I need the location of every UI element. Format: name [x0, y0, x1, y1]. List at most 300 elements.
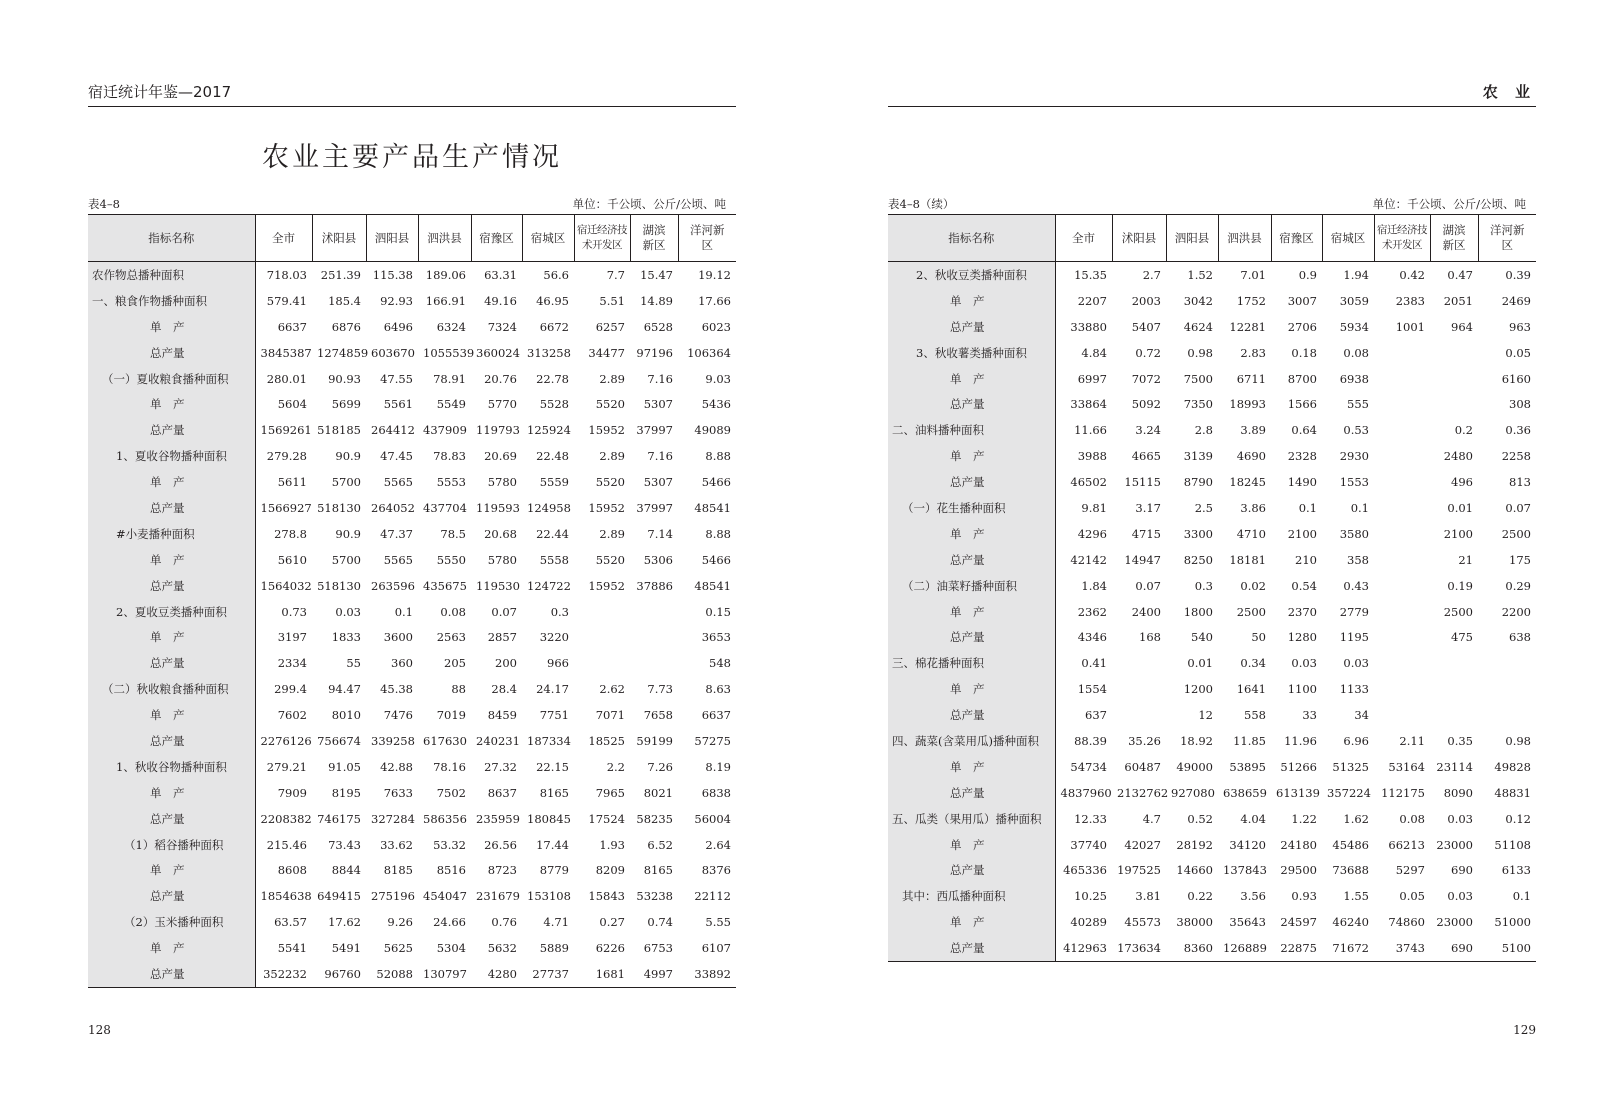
table-cell: 8779 [539, 863, 569, 878]
table-cell: 51000 [1494, 915, 1531, 930]
table-row [888, 469, 1536, 495]
table-cell: 91.05 [328, 759, 361, 774]
table-cell: 12281 [1229, 319, 1266, 334]
column-header: 宿迁经济技术开发区 [574, 215, 630, 262]
table-cell: 33864 [1070, 397, 1107, 412]
table-cell: 2930 [1339, 449, 1369, 464]
table-cell: 12.33 [1074, 811, 1107, 826]
table-cell: 15952 [588, 578, 625, 593]
row-label: 2、夏收豆类播种面积 [88, 599, 255, 625]
table-row [888, 495, 1536, 521]
table-cell: 1001 [1395, 319, 1425, 334]
table-cell: 0.52 [1187, 811, 1213, 826]
table-cell: 24597 [1280, 915, 1317, 930]
table-row [888, 340, 1536, 366]
table-cell: 10.25 [1074, 889, 1107, 904]
table-row [888, 288, 1536, 314]
table-cell [1374, 340, 1430, 366]
table-cell: 18525 [588, 733, 625, 748]
table-cell: 14947 [1124, 552, 1161, 567]
table-cell: 358 [1347, 552, 1369, 567]
table-cell: 558 [1244, 708, 1266, 723]
table-cell [574, 650, 630, 676]
table-cell: 5780 [487, 552, 517, 567]
table-row [88, 754, 736, 780]
table-cell: 8209 [595, 863, 625, 878]
row-label: 总产量 [88, 961, 255, 987]
table-cell: 66213 [1388, 837, 1425, 852]
table-cell: 0.03 [1447, 889, 1473, 904]
table-cell: 115.38 [372, 267, 413, 282]
table-cell [630, 650, 678, 676]
table-cell [1112, 650, 1166, 676]
table-cell [574, 624, 630, 650]
table-cell: 2328 [1287, 449, 1317, 464]
table-cell: 0.22 [1187, 889, 1213, 904]
table-cell: 6324 [436, 319, 466, 334]
table-cell: 0.03 [335, 604, 361, 619]
table-cell: 97196 [636, 345, 673, 360]
table-cell: 8165 [539, 785, 569, 800]
table-cell: 60487 [1124, 759, 1161, 774]
table-cell: 1.22 [1291, 811, 1317, 826]
row-label: 单 产 [888, 443, 1055, 469]
row-label: 一、粮食作物播种面积 [88, 288, 255, 314]
table-cell: 15952 [588, 500, 625, 515]
table-cell: 5632 [487, 941, 517, 956]
row-label: 总产量 [88, 728, 255, 754]
table-cell: 6107 [701, 941, 731, 956]
table-cell: 2779 [1339, 604, 1369, 619]
table-cell: 2.64 [705, 837, 731, 852]
table-cell: 5700 [331, 475, 361, 490]
table-cell: 1.94 [1343, 267, 1369, 282]
table-cell: 50 [1251, 630, 1266, 645]
table-cell: 6528 [643, 319, 673, 334]
table-cell: 0.01 [1187, 656, 1213, 671]
table-cell: 5610 [277, 552, 307, 567]
table-cell: 6753 [643, 941, 673, 956]
table-cell: 586356 [423, 811, 467, 826]
table-cell: 46502 [1070, 475, 1107, 490]
table-cell: 73688 [1332, 863, 1369, 878]
table-cell: 279.28 [266, 449, 307, 464]
table-row [888, 857, 1536, 883]
table-cell: 19.12 [698, 267, 731, 282]
table-cell: 5559 [539, 475, 569, 490]
table-cell: 327284 [371, 811, 415, 826]
table-cell: 1133 [1339, 682, 1369, 697]
table-cell: 6637 [701, 708, 731, 723]
table-cell: 454047 [423, 889, 467, 904]
table-cell: 5520 [595, 397, 625, 412]
table-cell: 1566927 [260, 500, 312, 515]
table-cell: 352232 [255, 961, 312, 987]
table-cell [1374, 676, 1430, 702]
table-cell: 1200 [1183, 682, 1213, 697]
row-label: 单 产 [888, 909, 1055, 935]
table-cell: 0.42 [1399, 267, 1425, 282]
table-cell: 0.08 [1343, 345, 1369, 360]
table-cell: 718.03 [266, 267, 307, 282]
table-cell: 168 [1139, 630, 1161, 645]
table-cell: 18181 [1229, 552, 1266, 567]
table-cell: 0.19 [1447, 578, 1473, 593]
row-label: 单 产 [88, 391, 255, 417]
table-cell: 3845387 [260, 345, 312, 360]
table-cell: 3007 [1287, 293, 1317, 308]
table-cell: 1566 [1287, 397, 1317, 412]
table-cell: 88.39 [1074, 733, 1107, 748]
row-label: 单 产 [888, 754, 1055, 780]
table-cell: 2100 [1443, 526, 1473, 541]
running-head-title: 宿迁统计年鉴—2017 [88, 83, 232, 101]
row-label: 单 产 [888, 521, 1055, 547]
table-row [888, 650, 1536, 676]
table-cell: 5.55 [705, 915, 731, 930]
table-cell: 53238 [636, 889, 673, 904]
table-cell: 125924 [527, 423, 571, 438]
table-cell: 2.83 [1240, 345, 1266, 360]
table-cell: 47.37 [380, 526, 413, 541]
table-cell: 540 [1191, 630, 1213, 645]
table-cell: 2.5 [1194, 500, 1213, 515]
table-cell: 15843 [588, 889, 625, 904]
table-cell: 5611 [277, 475, 307, 490]
table-cell: 54734 [1070, 759, 1107, 774]
table-cell: 437909 [423, 423, 467, 438]
table-cell: 0.08 [1399, 811, 1425, 826]
row-label: （二）油菜籽播种面积 [888, 573, 1055, 599]
table-cell [1374, 624, 1430, 650]
running-head [88, 82, 736, 107]
row-label: 总产量 [888, 314, 1055, 340]
table-cell: 3220 [539, 630, 569, 645]
table-cell: 360024 [476, 345, 520, 360]
table-cell [1430, 340, 1478, 366]
row-label: （2）玉米播种面积 [88, 909, 255, 935]
table-cell: 175 [1509, 552, 1531, 567]
table-cell: 29500 [1280, 863, 1317, 878]
table-cell: 124722 [527, 578, 571, 593]
table-cell: 9.81 [1081, 500, 1107, 515]
table-cell: 264412 [371, 423, 415, 438]
table-cell: 2200 [1501, 604, 1531, 619]
table-row [88, 806, 736, 832]
table-cell: 8165 [643, 863, 673, 878]
table-cell: 14.89 [640, 293, 673, 308]
table-cell: 0.1 [1298, 500, 1317, 515]
table-cell: 0.76 [491, 915, 517, 930]
table-cell: 8376 [701, 863, 731, 878]
table-cell [1430, 366, 1478, 392]
table-cell: 22.44 [536, 526, 569, 541]
row-label: 单 产 [888, 676, 1055, 702]
table-cell: 3.17 [1135, 500, 1161, 515]
row-label: 三、棉花播种面积 [888, 650, 1055, 676]
row-label: 总产量 [888, 391, 1055, 417]
table-cell: 2857 [487, 630, 517, 645]
table-cell: 24.17 [536, 682, 569, 697]
table-cell: 0.53 [1343, 423, 1369, 438]
table-row [888, 702, 1536, 728]
table-cell: 8185 [383, 863, 413, 878]
table-cell: 0.36 [1505, 423, 1531, 438]
table-cell: 42027 [1124, 837, 1161, 852]
table-cell: 6023 [701, 319, 731, 334]
table-row [888, 391, 1536, 417]
table-cell: 5307 [643, 397, 673, 412]
table-cell: 5889 [539, 941, 569, 956]
table-cell: 690 [1451, 863, 1473, 878]
row-label: （1）稻谷播种面积 [88, 832, 255, 858]
table-cell: 37886 [636, 578, 673, 593]
table-cell: 7602 [277, 708, 307, 723]
table-cell: 0.1 [1512, 889, 1531, 904]
table-row [888, 676, 1536, 702]
table-cell: 2.62 [599, 682, 625, 697]
table-cell: 0.05 [1505, 345, 1531, 360]
table-cell: 33880 [1070, 319, 1107, 334]
table-cell: 251.39 [320, 267, 361, 282]
table-cell: 8516 [436, 863, 466, 878]
table-row [888, 599, 1536, 625]
table-cell: 8021 [643, 785, 673, 800]
table-cell: 197525 [1117, 863, 1161, 878]
column-header: 泗洪县 [418, 215, 471, 262]
column-header: 泗阳县 [1166, 215, 1218, 262]
table-cell: 0.12 [1505, 811, 1531, 826]
table-cell: 17.44 [536, 837, 569, 852]
table-cell: 5304 [436, 941, 466, 956]
row-label: 农作物总播种面积 [88, 262, 255, 288]
table-cell: 0.03 [1447, 811, 1473, 826]
table-cell: 1641 [1236, 682, 1266, 697]
row-label: 2、秋收豆类播种面积 [888, 262, 1055, 288]
table-cell: 4997 [630, 961, 678, 987]
table-cell: 617630 [423, 733, 467, 748]
column-header: 洋河新区 [1478, 215, 1536, 262]
table-cell: 49.16 [484, 293, 517, 308]
running-head-section: 农 业 [1482, 83, 1536, 101]
table-cell: 339258 [371, 733, 415, 748]
table-cell: 7.16 [647, 371, 673, 386]
table-cell: 5297 [1395, 863, 1425, 878]
table-cell [1430, 650, 1478, 676]
table-cell: 2132762 [1117, 785, 1169, 800]
table-cell: 475 [1451, 630, 1473, 645]
row-label: 3、秋收薯类播种面积 [888, 340, 1055, 366]
table-cell: 22112 [694, 889, 731, 904]
table-cell: 112175 [1381, 785, 1425, 800]
table-cell: 690 [1430, 935, 1478, 961]
table-cell: 4296 [1077, 526, 1107, 541]
table-cell: 9.03 [705, 371, 731, 386]
table-cell: 2208382 [260, 811, 312, 826]
row-label: #小麦播种面积 [88, 521, 255, 547]
table-cell: 5625 [383, 941, 413, 956]
table-cell: 9.26 [387, 915, 413, 930]
table-cell: 964 [1451, 319, 1473, 334]
table-cell: 7633 [383, 785, 413, 800]
table-cell: 215.46 [266, 837, 307, 852]
table-cell: 63.57 [274, 915, 307, 930]
table-id: 表4–8（续） [888, 197, 955, 211]
table-id: 表4–8 [88, 197, 120, 211]
table-cell: 0.08 [440, 604, 466, 619]
table-cell: 5550 [436, 552, 466, 567]
table-cell: 1100 [1287, 682, 1317, 697]
table-cell: 48831 [1494, 785, 1531, 800]
table-cell: 0.98 [1187, 345, 1213, 360]
column-header: 指标名称 [888, 215, 1055, 262]
table-cell: 42142 [1070, 552, 1107, 567]
table-cell: 49089 [694, 423, 731, 438]
table-cell: 4837960 [1060, 785, 1112, 800]
row-label: 单 产 [88, 857, 255, 883]
table-row [88, 599, 736, 625]
table-cell: 45573 [1124, 915, 1161, 930]
table-cell: 3.86 [1240, 500, 1266, 515]
table-cell [1112, 702, 1166, 728]
table-row [888, 314, 1536, 340]
table-cell: 35643 [1229, 915, 1266, 930]
table-cell: 3.81 [1135, 889, 1161, 904]
table-cell: 813 [1509, 475, 1531, 490]
table-cell: 4710 [1236, 526, 1266, 541]
table-row [888, 780, 1536, 806]
table-cell: 1569261 [260, 423, 312, 438]
table-cell: 240231 [476, 733, 520, 748]
row-label: 总产量 [888, 935, 1055, 961]
table-row [888, 573, 1536, 599]
column-header: 宿豫区 [471, 215, 522, 262]
table-cell: 638 [1509, 630, 1531, 645]
table-cell: 4280 [471, 961, 522, 987]
row-label: 单 产 [88, 547, 255, 573]
table-cell: 119530 [476, 578, 520, 593]
table-cell: 51108 [1494, 837, 1531, 852]
table-cell: 1274859 [317, 345, 369, 360]
table-row [88, 443, 736, 469]
table-cell: 3580 [1339, 526, 1369, 541]
row-label: 总产量 [888, 624, 1055, 650]
table-cell [1374, 443, 1430, 469]
table-row [88, 676, 736, 702]
table-cell: 518130 [317, 578, 361, 593]
row-label: 二、油料播种面积 [888, 417, 1055, 443]
table-cell: 49000 [1176, 759, 1213, 774]
table-cell: 649415 [317, 889, 361, 904]
table-cell [1430, 676, 1478, 702]
table-cell: 73.43 [328, 837, 361, 852]
table-cell: 2362 [1077, 604, 1107, 619]
table-cell: 8844 [331, 863, 361, 878]
table-cell [1112, 676, 1166, 702]
row-label: 总产量 [888, 857, 1055, 883]
table-cell: 0.1 [1350, 500, 1369, 515]
column-header: 指标名称 [88, 215, 255, 262]
table-cell: 78.5 [440, 526, 466, 541]
table-cell: 5092 [1131, 397, 1161, 412]
column-header: 洋河新区 [678, 215, 736, 262]
table-cell: 27.32 [484, 759, 517, 774]
table-row [88, 314, 736, 340]
table-row [888, 547, 1536, 573]
table-cell: 2400 [1131, 604, 1161, 619]
table-cell: 5565 [383, 475, 413, 490]
table-cell: 7.7 [606, 267, 625, 282]
table-cell: 6876 [331, 319, 361, 334]
column-header: 宿迁经济技术开发区 [1374, 215, 1430, 262]
table-cell [574, 599, 630, 625]
table-cell: 24.66 [433, 915, 466, 930]
table-cell: 34120 [1229, 837, 1266, 852]
table-cell: 90.93 [328, 371, 361, 386]
table-cell: 119793 [476, 423, 520, 438]
table-cell: 55 [346, 656, 361, 671]
table-cell: 756674 [317, 733, 361, 748]
row-label: （一）花生播种面积 [888, 495, 1055, 521]
table-cell: 2.8 [1194, 423, 1213, 438]
table-cell: 46.95 [536, 293, 569, 308]
table-cell: 465336 [1063, 863, 1107, 878]
table-cell: 2100 [1287, 526, 1317, 541]
table-row [88, 728, 736, 754]
table-cell: 5466 [701, 475, 731, 490]
table-cell: 1800 [1183, 604, 1213, 619]
table-cell: 11.85 [1233, 733, 1266, 748]
table-cell: 48541 [694, 500, 731, 515]
table-cell: 23114 [1436, 759, 1473, 774]
table-row [88, 340, 736, 366]
data-table [88, 214, 736, 988]
table-cell: 20.68 [484, 526, 517, 541]
table-cell: 0.43 [1343, 578, 1369, 593]
row-label: 1、秋收谷物播种面积 [88, 754, 255, 780]
table-cell: 5520 [595, 552, 625, 567]
table-cell: 0.93 [1291, 889, 1317, 904]
table-cell: 0.3 [550, 604, 569, 619]
table-row [88, 469, 736, 495]
row-label: 单 产 [888, 832, 1055, 858]
table-row [88, 366, 736, 392]
table-cell: 0.27 [599, 915, 625, 930]
table-cell: 6133 [1501, 863, 1531, 878]
table-cell: 5466 [701, 552, 731, 567]
table-cell: 579.41 [266, 293, 307, 308]
table-cell: 5528 [539, 397, 569, 412]
table-cell: 279.21 [266, 759, 307, 774]
table-cell: 5407 [1131, 319, 1161, 334]
row-label: 总产量 [88, 883, 255, 909]
table-cell: 3139 [1183, 449, 1213, 464]
page-number: 128 [88, 1023, 111, 1037]
table-cell: 7350 [1183, 397, 1213, 412]
table-cell: 637 [1085, 708, 1107, 723]
table-cell: 2469 [1501, 293, 1531, 308]
row-label: 单 产 [88, 624, 255, 650]
table-cell: 18.92 [1180, 733, 1213, 748]
table-cell: 2258 [1501, 449, 1531, 464]
table-row [88, 521, 736, 547]
table-cell: 26.56 [484, 837, 517, 852]
table-row [888, 754, 1536, 780]
table-cell: 53164 [1388, 759, 1425, 774]
table-cell: 3600 [383, 630, 413, 645]
table-cell: 308 [1509, 397, 1531, 412]
table-cell: 71672 [1322, 935, 1374, 961]
